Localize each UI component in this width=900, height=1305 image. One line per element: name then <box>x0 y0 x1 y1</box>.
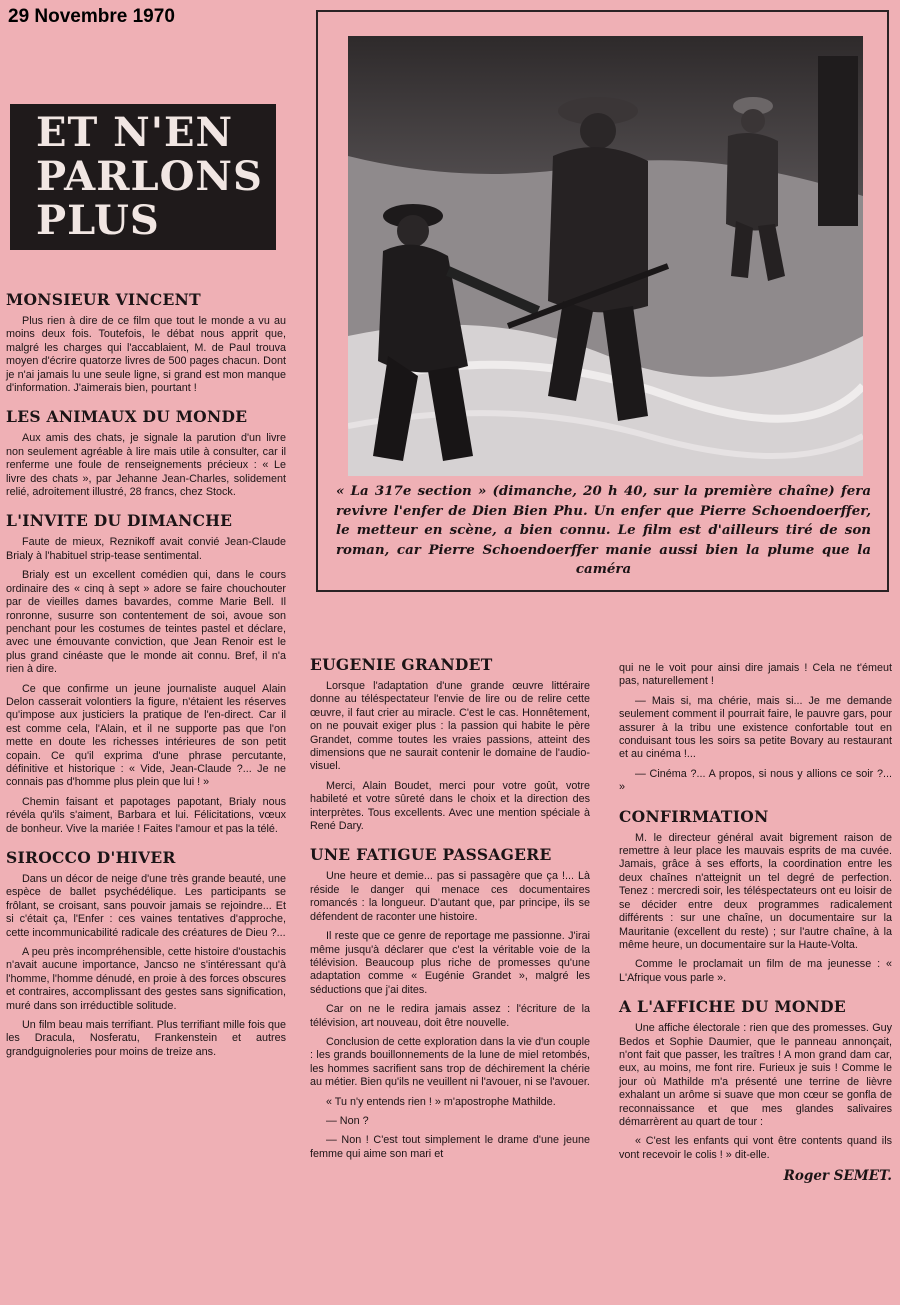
section-title: L'INVITE DU DIMANCHE <box>6 511 233 531</box>
paragraph: Chemin faisant et papotages papotant, Brialy nous révéla qu'ils s'aiment, Barbara et lui. Félicitations, vœux de bonheur. Vive la mariée ! Faites l'amour et pas la télé. <box>6 795 286 835</box>
masthead-line: PARLONS <box>36 153 263 200</box>
photo-caption: « La 317e section » (dimanche, 20 h 40, sur la première chaîne) fera revivre l'enfer de Dien Bien Phu. Un enfer que Pierre Schoendoerffer, le metteur en scène, a bien connu. Le film est d'ailleurs tiré de son roman, car Pierre Schoendoerffer manie aussi bien la plume que la caméra <box>336 483 871 577</box>
paragraph: Ce que confirme un jeune journaliste auquel Alain Delon casserait volontiers la figure, n'étaient les réserves qu'impose aux justiciers la pratique de l'en-direct. Car il est comme cela, l'Alain, et il ne supporte pas que l'on mette en doute les richesses intérieures de son petit copain. Ce qu'il exprima d'une phrase percutante, définitive et historique : « Vide, Jean-Claude ?... Je ne connais pas d'homme plus plein que lui ! » <box>6 682 286 789</box>
paragraph: Une heure et demie... pas si passagère que ça !... Là réside le danger qui menace ces documentaires romancés : la longueur. D'autant que, par principe, ils se défendent de raconter une histoire. <box>310 870 590 923</box>
paragraph: Plus rien à dire de ce film que tout le monde a vu au moins deux fois. Toutefois, le débat nous apprit que, malgré les charges qui l'accablaient, M. de Paul trouva moyen d'écrire quatorze livres de 500 pages chacun. Dont je n'ai jamais lu une seule ligne, si grand est mon manque d'information. J'aimerais bien, pourtant ! <box>6 315 286 395</box>
war-film-photo <box>348 36 863 476</box>
section-title: A L'AFFICHE DU MONDE <box>619 997 846 1017</box>
masthead-line: ET N'EN <box>36 109 234 156</box>
paragraph: Merci, Alain Boudet, merci pour votre goût, votre habileté et votre sûreté dans le choix et la direction des interprètes. Tous excellents. Avec une mention spéciale à René Dary. <box>310 779 590 833</box>
photo-box <box>316 10 889 592</box>
paragraph: Car on ne le redira jamais assez : l'écriture de la télévision, art nouveau, doit être nouvelle. <box>310 1003 590 1029</box>
paragraph: Il reste que ce genre de reportage me passionne. J'irai même jusqu'à déclarer que c'est la véritable voie de la télévision. Beaucoup plus riche de promesses qu'une adaptation comme « Eugénie Grandet », malgré les séductions que j'ai dites. <box>310 930 590 996</box>
section-title: CONFIRMATION <box>619 806 769 826</box>
paragraph: — Non ! C'est tout simplement le drame d'une jeune femme qui aime son mari et <box>310 1134 590 1160</box>
section-title: MONSIEUR VINCENT <box>6 290 201 309</box>
paragraph: Brialy est un excellent comédien qui, dans le cours ordinaire des « cinq à sept » adore se faire chouchouter par de vieilles dames bavardes, comme Marie Bell. Il ronronne, susurre son contentement de soi, avoue son penchant pour les costumes de teintes pastel et déclare, avec une émouvante conviction, que Jean Renoir est le plus grand cinéaste que le monde ait connu. Bref, il n'a rien à dire. <box>6 569 286 676</box>
paragraph: A peu près incompréhensible, cette histoire d'oustachis n'avait aucune importance, Jancso ne s'intéressant qu'à l'homme, l'homme dénudé, en proie à des forces obscures et contraires, accomplissant des gestes sans signification, muré dans son irréductible solitude. <box>6 946 286 1012</box>
paragraph: « C'est les enfants qui vont être contents quand ils vont recevoir le colis ! » dit-elle. <box>619 1135 892 1161</box>
masthead-line: PLUS <box>36 197 160 244</box>
paragraph: — Cinéma ?... A propos, si nous y allions ce soir ?... » <box>619 767 892 794</box>
paragraph: Aux amis des chats, je signale la parution d'un livre non seulement agréable à lire mais utile à consulter, car il renferme une foule de renseignements précieux : « Le livre des chats », par Jehanne Jean-Charles, solidement relié, adroitement illustré, 28 francs, chez Stock. <box>6 432 286 499</box>
column-right <box>619 662 892 1184</box>
paragraph: Faute de mieux, Reznikoff avait convié Jean-Claude Brialy à l'habituel strip-tease sentimental. <box>6 536 286 562</box>
paragraph: Un film beau mais terrifiant. Plus terrifiant mille fois que les Dracula, Nosferatu, Frankenstein et autres grandguignoleries pour moins de treize ans. <box>6 1019 286 1058</box>
paragraph: qui ne le voit pour ainsi dire jamais ! Cela ne t'émeut pas, naturellement ! <box>619 662 892 688</box>
section-title: LES ANIMAUX DU MONDE <box>6 407 248 427</box>
paragraph: M. le directeur général avait bigrement raison de remettre à leur place les mauvais esprits de ma cuvée. Jamais, grâce à ses efforts, la coordination entre les deux chaînes n'atteignit un tel degré de perfection. Tenez : mercredi soir, les téléspectateurs ont eu loisir de se décider entre deux programmes radicalement différents : sur une chaîne, un documentaire sur la Mauritanie (excellent du reste) ; sur l'autre chaîne, à la même heure, un documentaire sur la Haute-Volta. <box>619 831 892 951</box>
paragraph: « Tu n'y entends rien ! » m'apostrophe Mathilde. <box>326 1095 556 1108</box>
column-middle <box>310 655 590 1167</box>
paragraph: Conclusion de cette exploration dans la vie d'un couple : les grands bouillonnements de la lune de miel retombés, les hommes sacrifient sans trop de déchirement la chérie au métier. Bien qu'ils ne veuillent ni l'avouer, ni se l'avouer. <box>310 1035 590 1089</box>
paragraph: — Non ? <box>326 1114 369 1127</box>
issue-date: 29 Novembre 1970 <box>8 6 175 27</box>
paragraph: Comme le proclamait un film de ma jeunesse : « L'Afrique vous parle ». <box>619 958 892 984</box>
paragraph: Dans un décor de neige d'une très grande beauté, une espèce de ballet psychédélique. Les participants se frôlant, se croisant, sans pouvoir jamais se rejoindre... Et si c'était ça, l'Enfer : ces vaines tentatives d'approche, cette incommunicabilité radicale des créatures de Dieu ?... <box>6 873 286 939</box>
section-title: UNE FATIGUE PASSAGERE <box>310 845 552 865</box>
paragraph: Une affiche électorale : rien que des promesses. Guy Bedos et Sophie Daumier, que le panneau annonçait, n'ont fait que passer, les traîtres ! A mon grand dam car, eux, au moins, me font rire. Furieux je suis ! Comme le jour où Mathilde m'a présenté une terrine de lièvre exhalant un arôme si suave que mon cœur se gonfla de reconnaissance et que mes glandes salivaires démarrèrent au quart de tour : <box>619 1022 892 1128</box>
section-title: EUGENIE GRANDET <box>310 655 493 674</box>
paragraph: Lorsque l'adaptation d'une grande œuvre littéraire donne au téléspectateur l'envie de lire ou de relire cette œuvre, il faut crier au miracle. C'est le cas. Honnêtement, on ne pouvait exiger plus : la passion qui habite le père Grandet, comme toutes les vraies passions, atteint des dimensions que ne saurait contenir le domaine de l'audio-visuel. <box>310 680 590 773</box>
column-masthead <box>10 104 276 250</box>
column-left <box>6 290 286 1065</box>
paragraph: — Mais si, ma chérie, mais si... Je me demande seulement comment il pourrait faire, le pauvre gars, pour assurer à la tribu une existence confortable tout en conduisant tous les soirs sa petite Bovary au restaurant et au cinéma !... <box>619 694 892 761</box>
section-title: SIROCCO D'HIVER <box>6 848 176 867</box>
author-signature: Roger SEMET. <box>783 1168 892 1185</box>
